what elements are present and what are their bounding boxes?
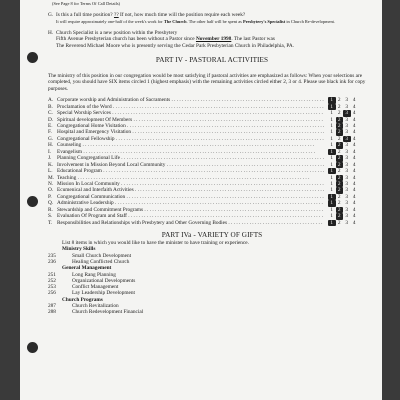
emphasis-choice[interactable]: 3	[345, 168, 349, 175]
emphasis-choice-circled[interactable]: 2	[336, 129, 344, 135]
gift-item	[48, 259, 376, 265]
emphasis-choice[interactable]: 4	[352, 148, 356, 155]
binder-hole	[27, 342, 38, 353]
activity-text: Evangelism . . .	[57, 149, 324, 155]
part-iva-intro: List 8 items in which you would like to have the minister to have training or experience.	[62, 240, 249, 246]
emphasis-choices	[328, 200, 372, 206]
emphasis-choice-circled[interactable]: 2	[336, 213, 344, 219]
part-iva-title: PART IVa - VARIETY OF GIFTS	[161, 231, 263, 239]
emphasis-choice[interactable]: 3	[345, 206, 349, 213]
emphasis-choice-circled[interactable]: 1	[328, 220, 336, 226]
activity-letter: A.	[48, 97, 54, 104]
activity-letter: Q.	[48, 200, 54, 207]
emphasis-choices	[328, 110, 372, 116]
question-h-line3: The Reverend Michael Moore who is presently serving the Cedar Park Presbyterian Church in Philadelphia, PA.	[56, 42, 294, 49]
emphasis-choice[interactable]: 2	[337, 110, 341, 117]
emphasis-choice-circled[interactable]: 1	[328, 97, 336, 103]
emphasis-choice[interactable]: 1	[330, 161, 334, 168]
activity-text: Special Worship Services . . .	[57, 110, 324, 116]
emphasis-choice[interactable]: 3	[345, 103, 349, 110]
activity-letter: J.	[48, 155, 52, 162]
page-content	[48, 0, 376, 316]
gift-code: 253	[48, 284, 56, 291]
emphasis-choice[interactable]: 4	[352, 200, 356, 207]
gift-text: Conflict Management	[72, 284, 119, 291]
emphasis-choice[interactable]: 4	[352, 116, 356, 123]
emphasis-choices	[328, 194, 372, 200]
gift-text: Long Rang Planning	[72, 271, 116, 278]
emphasis-choices	[328, 136, 372, 142]
activity-text: Spiritual development Of Members . . .	[57, 117, 324, 123]
gift-code: 288	[48, 309, 56, 316]
gift-group-heading: Church Programs	[62, 296, 103, 303]
gift-code: 252	[48, 277, 56, 284]
emphasis-choice[interactable]: 4	[352, 142, 356, 149]
emphasis-choice[interactable]: 4	[352, 180, 356, 187]
activity-text: Educational Program . . .	[57, 168, 324, 174]
gift-code: 287	[48, 303, 56, 310]
question-h-line2: Fifth Avenue Presbyterian church has been without a Pastor since November 1998. The last Pastor was	[56, 36, 275, 43]
activity-letter: F.	[48, 129, 52, 136]
gift-group-heading: Ministry Skills	[62, 246, 96, 253]
question-g-note: It will require approximately one-half of the week's work for The Church. The other half will be spent as Presbytery's Specialist in Church Re-development.	[56, 18, 335, 24]
part-iv-intro: The ministry of this position in our congregation would be most satisfying if pastoral activities are emphasized as follows: When your selections are completed, you should have SIX items circled 1 (highest emphasis) with the remaining activities circled either 2, 3 or 4. Please use black ink for copy purposes.	[48, 73, 366, 92]
gift-code: 236	[48, 259, 56, 265]
activity-letter: S.	[48, 213, 53, 220]
activity-text: Congregational Fellowship . . .	[57, 136, 324, 142]
emphasis-choice[interactable]: 3	[345, 123, 349, 129]
activity-list	[48, 97, 376, 226]
emphasis-choice[interactable]: 2	[337, 97, 341, 104]
gift-text: Small Church Development	[72, 252, 132, 259]
gift-text: Healing Conflicted Church	[72, 259, 130, 265]
emphasis-choices	[328, 220, 372, 226]
part-iv-title: PART IV - PASTORAL ACTIVITIES	[155, 56, 269, 65]
emphasis-choices	[328, 155, 372, 161]
activity-letter: T.	[48, 219, 53, 226]
gift-text: Church Revitalization	[72, 303, 119, 310]
emphasis-choice-circled[interactable]: 1	[328, 168, 336, 174]
activity-text: Administrative Leadership . . .	[57, 200, 324, 206]
activity-letter: I.	[48, 148, 52, 155]
emphasis-choice[interactable]: 3	[345, 161, 349, 168]
emphasis-choice[interactable]: 3	[345, 142, 349, 149]
emphasis-choice[interactable]: 3	[345, 180, 349, 187]
emphasis-choice-circled[interactable]: 1	[328, 104, 336, 110]
emphasis-choice[interactable]: 3	[345, 116, 349, 123]
emphasis-choice[interactable]: 4	[352, 174, 356, 181]
emphasis-choice[interactable]: 2	[337, 168, 341, 175]
emphasis-choice[interactable]: 4	[352, 135, 356, 142]
emphasis-choice[interactable]: 1	[330, 116, 334, 123]
emphasis-choice[interactable]: 4	[352, 193, 356, 200]
activity-text: Involvement in Mission Beyond Local Community . . .	[57, 162, 324, 168]
emphasis-choices	[328, 123, 372, 129]
activity-letter: M.	[48, 174, 55, 181]
emphasis-choice[interactable]: 3	[345, 219, 349, 226]
emphasis-choice-circled[interactable]: 3	[343, 110, 351, 116]
gift-text: Lay Leadership Development	[72, 290, 135, 297]
activity-letter: P.	[48, 193, 52, 200]
top-note: (See Page 8 for Terms Of Call Details)	[52, 1, 121, 6]
emphasis-choice[interactable]: 2	[337, 103, 341, 110]
question-h-line1: Church Specialist is a new position within the Presbytery	[56, 29, 178, 36]
question-g-answer: ??	[113, 12, 119, 19]
activity-letter: C.	[48, 110, 53, 117]
activity-text: Stewardship and Commitment Programs . . .	[57, 207, 324, 213]
emphasis-choice[interactable]: 3	[345, 148, 349, 155]
emphasis-choices	[328, 187, 372, 193]
emphasis-choices	[328, 213, 372, 219]
emphasis-choices	[328, 181, 372, 187]
emphasis-choices	[328, 207, 372, 213]
emphasis-choice[interactable]: 3	[345, 155, 349, 162]
emphasis-choice[interactable]: 2	[337, 135, 341, 142]
emphasis-choice-circled[interactable]: 1	[328, 194, 336, 200]
emphasis-choice[interactable]: 1	[330, 129, 334, 136]
emphasis-choices	[328, 129, 372, 135]
emphasis-choice-circled[interactable]: 3	[343, 136, 351, 142]
activity-text: Hospital and Emergency Visitation . . .	[57, 129, 324, 135]
emphasis-choice[interactable]: 3	[345, 129, 349, 136]
gift-code: 235	[48, 252, 56, 259]
activity-letter: L.	[48, 168, 53, 175]
activity-text: Planning Congregational Life . . .	[57, 155, 324, 161]
emphasis-choice-circled[interactable]: 2	[336, 117, 344, 123]
emphasis-choices	[328, 168, 372, 174]
emphasis-choice[interactable]: 4	[352, 161, 356, 168]
emphasis-choice-circled[interactable]: 1	[328, 149, 336, 155]
question-g: G. Is this a full time position? ?? If not, how much time will the position require each week? It will require approximately one-half of the week's work for The Church. The other half will be spent as Presbytery's Specialist in Church Re-development.	[48, 12, 376, 24]
gift-item	[48, 290, 376, 296]
activity-text: Congregational Home Visitation . . .	[57, 123, 324, 129]
activity-text: Evaluation Of Program and Staff . . .	[57, 213, 324, 219]
emphasis-choices	[328, 117, 372, 123]
emphasis-choice[interactable]: 1	[330, 180, 334, 187]
emphasis-choice-circled[interactable]: 1	[328, 200, 336, 206]
activity-letter: G.	[48, 135, 54, 142]
question-g-followup: If not, how much time will the position require each week?	[120, 12, 246, 19]
emphasis-choice[interactable]: 4	[352, 213, 356, 220]
emphasis-choice[interactable]: 3	[345, 174, 349, 181]
activity-letter: H.	[48, 142, 54, 149]
emphasis-choice[interactable]: 3	[345, 193, 349, 200]
activity-text: Counseling . . .	[57, 142, 324, 148]
emphasis-choices	[328, 142, 372, 148]
binder-hole	[27, 52, 38, 63]
activity-letter: K.	[48, 161, 54, 168]
emphasis-choice[interactable]: 2	[337, 193, 341, 200]
emphasis-choice-circled[interactable]: 2	[336, 142, 344, 148]
emphasis-choice[interactable]: 4	[352, 155, 356, 162]
emphasis-choice[interactable]: 4	[352, 103, 356, 110]
emphasis-choices	[328, 149, 372, 155]
emphasis-choice-circled[interactable]: 2	[336, 207, 344, 213]
activity-letter: D.	[48, 116, 54, 123]
emphasis-choice[interactable]: 1	[330, 155, 334, 162]
activity-letter: N.	[48, 180, 54, 187]
emphasis-choice-circled[interactable]: 2	[336, 175, 344, 181]
emphasis-choice[interactable]: 4	[352, 187, 356, 194]
gift-text: Organizational Developments	[72, 277, 136, 284]
gift-code: 251	[48, 271, 56, 278]
emphasis-choice[interactable]: 2	[337, 148, 341, 155]
document-page	[20, 0, 382, 400]
emphasis-choices	[328, 175, 372, 181]
emphasis-choice[interactable]: 4	[352, 110, 356, 117]
emphasis-choice[interactable]: 1	[330, 123, 334, 129]
activity-letter: R.	[48, 206, 53, 213]
emphasis-choice[interactable]: 1	[330, 174, 334, 181]
emphasis-choice[interactable]: 3	[345, 97, 349, 104]
gift-text: Church Redevelopment Financial	[72, 309, 144, 316]
emphasis-choice[interactable]: 2	[337, 200, 341, 207]
emphasis-choice-circled[interactable]: 2	[336, 187, 344, 193]
emphasis-choice[interactable]: 3	[345, 213, 349, 220]
emphasis-choice[interactable]: 1	[330, 213, 334, 220]
activity-text: Congregational Communication . . .	[57, 194, 324, 200]
binder-hole	[27, 196, 38, 207]
vacancy-date: November 1998	[195, 36, 232, 43]
gift-code: 256	[48, 290, 56, 297]
emphasis-choice[interactable]: 4	[352, 168, 356, 175]
activity-row	[48, 220, 376, 226]
question-h: H. Church Specialist is a new position within the Presbytery Fifth Avenue Presbyterian church has been without a Pastor since November 1998. The last Pastor was The Reverend Michael Moore who is presently serving the Cedar Park Presbyterian Church in Philadelphia, PA.	[48, 30, 376, 49]
emphasis-choice[interactable]: 1	[330, 110, 334, 117]
emphasis-choice[interactable]: 1	[330, 142, 334, 149]
emphasis-choices	[328, 104, 372, 110]
emphasis-choice[interactable]: 3	[345, 187, 349, 194]
gift-item	[48, 309, 376, 315]
emphasis-choice[interactable]: 4	[352, 219, 356, 226]
emphasis-choice-circled[interactable]: 2	[336, 162, 344, 168]
gift-group-heading: General Management	[62, 265, 112, 272]
gifts-list	[48, 246, 376, 315]
emphasis-choice-circled[interactable]: 2	[336, 123, 344, 129]
emphasis-choice[interactable]: 4	[352, 206, 356, 213]
emphasis-choices	[328, 162, 372, 168]
emphasis-choice[interactable]: 4	[352, 97, 356, 104]
emphasis-choice-circled[interactable]: 2	[336, 181, 344, 187]
question-g-text: Is this a full time position?	[56, 12, 113, 19]
activity-text: Responsibilities and Relationships with Presbytery and Other Governing Bodies . . .	[57, 220, 324, 226]
activity-text: Mission In Local Community . . .	[57, 181, 324, 187]
emphasis-choice[interactable]: 3	[345, 200, 349, 207]
emphasis-choice[interactable]: 1	[330, 206, 334, 213]
emphasis-choice[interactable]: 1	[330, 187, 334, 194]
activity-text: Teaching . . .	[57, 175, 324, 181]
activity-text: Ecumenical and Interfaith Activities . . .	[57, 187, 324, 193]
activity-text: Proclamation of the Word . . .	[57, 104, 324, 110]
emphasis-choice[interactable]: 1	[330, 135, 334, 142]
emphasis-choice[interactable]: 4	[352, 123, 356, 129]
emphasis-choice[interactable]: 2	[337, 219, 341, 226]
emphasis-choice-circled[interactable]: 2	[336, 155, 344, 161]
activity-letter: B.	[48, 103, 53, 110]
activity-letter: E.	[48, 123, 53, 129]
activity-letter: O.	[48, 187, 54, 194]
emphasis-choices	[328, 97, 372, 103]
emphasis-choice[interactable]: 4	[352, 129, 356, 136]
activity-text: Corporate worship and Administration of Sacraments . . .	[57, 97, 324, 103]
